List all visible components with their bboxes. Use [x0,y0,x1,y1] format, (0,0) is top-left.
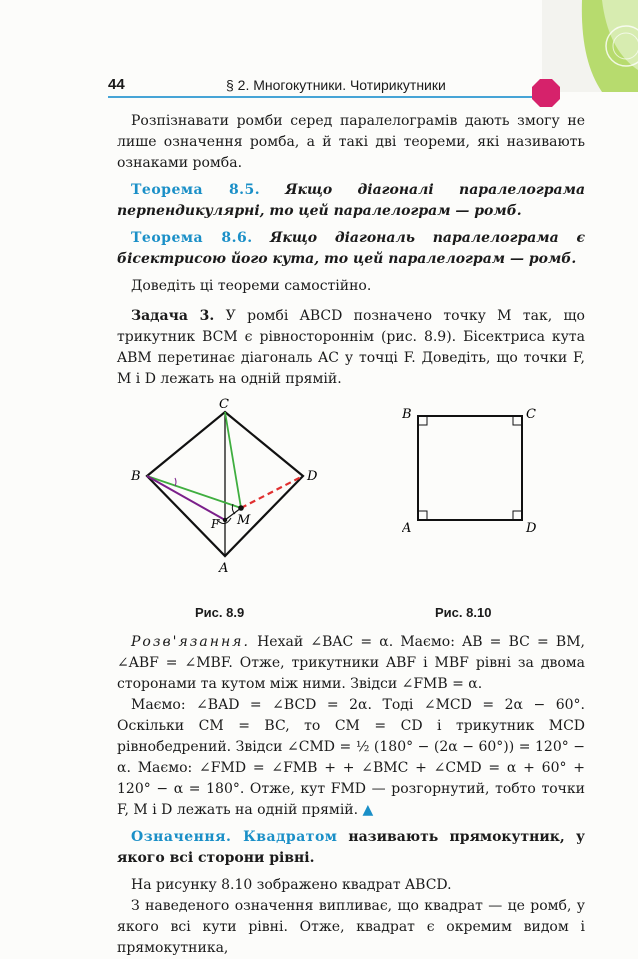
definition-text: називають прямокутник, у якого всі сторони рівні. [117,829,586,866]
fig89-label-b: B [131,469,141,484]
theorem-8-6-text: Якщо діагональ паралелограма є бісектрисою його кута, то цей паралелограм — ромб. [117,230,586,267]
section-title: § 2. Многокутники. Чотирикутники [226,77,446,93]
closing-paragraph: З наведеного означення випливає, що квадрат — це ромб, у якого всі кути рівні. Отже, квадрат є окремим видом і прямокутника, [117,898,585,956]
fig89-label-d: D [307,469,318,484]
figure-8-9-rhombus [117,396,347,596]
fig89-label-c: C [219,397,229,412]
header-rule [108,96,538,98]
fig810-label-a: A [402,521,412,536]
task-3-head: Задача 3. [131,308,215,324]
solution-paragraph-1 [117,632,585,695]
theorem-8-6-head: Теорема 8.6. [131,230,253,246]
figure-8-10-caption: Рис. 8.10 [435,605,492,620]
task-3 [117,306,585,390]
fig89-label-a: A [219,561,229,576]
figure-reference: На рисунку 8.10 зображено квадрат ABCD. [131,877,452,893]
theorem-8-5 [117,180,585,222]
figure-8-10-square [402,406,572,556]
solution-paragraph-2 [117,695,585,821]
figures-block [117,396,585,632]
fig89-label-f: F [211,517,220,531]
prove-self: Доведіть ці теореми самостійно. [131,278,372,294]
page-content [117,111,585,959]
solution-head: Розв'язання. [131,634,250,650]
solution-text-1: Нехай ∠BAC = α. Маємо: AB = BC = BM, ∠ABF = ∠MBF. Отже, трикутники ABF і MBF рівні за двома сторонами та кутом між ними. Звідси ∠FMB = α. [117,634,585,692]
figure-8-9-caption: Рис. 8.9 [195,605,245,620]
fig810-label-c: C [526,407,536,422]
theorem-8-6 [117,228,585,270]
octagon-icon [531,78,561,108]
page-number: 44 [108,76,125,93]
definition-head: Означення. Квадратом [131,829,338,845]
theorem-8-5-text: Якщо діагоналі паралелограма перпендикулярні, то цей паралелограм — ромб. [117,182,586,219]
page-header [108,76,584,98]
intro-paragraph: Розпізнавати ромби серед паралелограмів дають змогу не лише означення ромба, а й такі дві теореми, які називають ознаками ромба. [117,113,585,171]
theorem-8-5-head: Теорема 8.5. [131,182,261,198]
end-of-proof-icon: ▲ [362,802,374,818]
definition-square [117,827,585,869]
fig810-label-d: D [526,521,537,536]
solution-text-2: Маємо: ∠BAD = ∠BCD = 2α. Тоді ∠MCD = 2α − 60°. Оскільки CM = BC, то CM = CD і трикутник MCD рівнобедрений. Звідси ∠CMD = ½ (180° − (2α − 60°)) = 120° − α. Маємо: ∠FMD = ∠FMB + + ∠BMC + ∠CMD = α + 60° + 120° − α = 180°. Отже, кут FMD — розгорнутий, тобто точки F, M і D лежать на одній прямій. [117,697,585,818]
fig810-label-b: B [402,407,412,422]
fig89-label-m: M [237,513,251,528]
task-3-text: У ромбі ABCD позначено точку M так, що трикутник BCM є рівностороннім (рис. 8.9). Бісектриса кута ABM перетинає діагональ AC у точці F. Доведіть, що точки F, M і D лежать на одній прямій. [117,308,585,387]
